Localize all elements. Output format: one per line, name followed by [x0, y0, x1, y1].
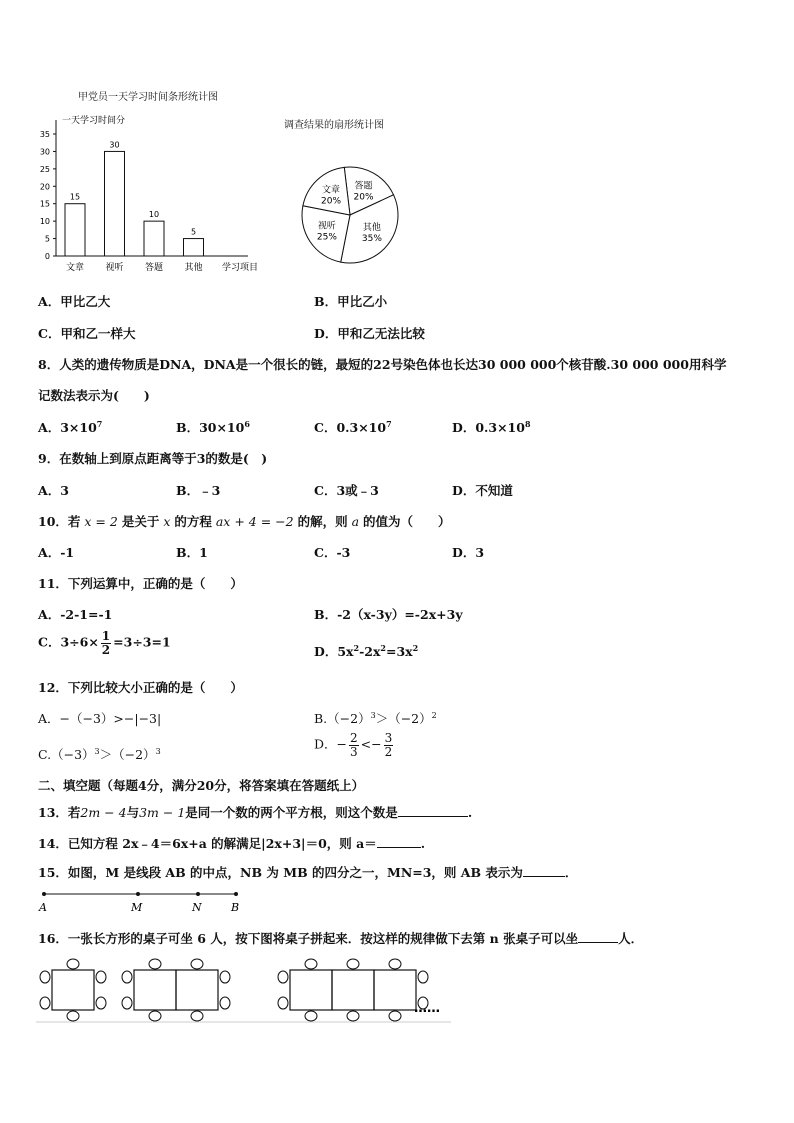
q15-stem: 15．如图，M 是线段 AB 的中点，NB 为 MB 的四分之一，MN=3，则 AB 表示为 ． [38, 865, 578, 880]
seat [96, 971, 106, 983]
q12-option-a: A．−（−3）>−|−3| [38, 711, 162, 726]
q10-stem: 10．若 x = 2 是关于 x 的方程 ax + 4 = −2 的解，则 a 的值为（ ） [38, 514, 451, 529]
q11-option-c: C．3÷6× $\frac{1}{2}$ =3÷3=1 [38, 629, 171, 657]
q15-segment-figure [36, 888, 246, 916]
q9-option-b: B．﹣3 [176, 483, 221, 498]
table-arrangement-3 [278, 959, 428, 1021]
seat [418, 971, 428, 983]
q15-answer-blank[interactable] [523, 864, 565, 877]
bar-chart-y-tick-label: 15 [39, 199, 50, 209]
pie-slice-name: 答题 [354, 181, 373, 192]
pie-slice-name: 视听 [317, 221, 336, 232]
seat [278, 997, 288, 1009]
q14-answer-blank[interactable] [377, 835, 421, 848]
pie-slice-name: 其他 [362, 223, 381, 234]
bar-4 [184, 239, 204, 256]
pie-slice-percent: 20% [321, 196, 342, 207]
seat [40, 997, 50, 1009]
q12-option-b: $B.(-2)^3>(-2)^2$ [314, 710, 437, 726]
bar-1 [65, 204, 85, 256]
table-arrangement-2 [122, 959, 230, 1021]
seat [40, 971, 50, 983]
q11-stem: 11．下列运算中，正确的是（ ） [38, 576, 243, 591]
q9-option-c: C．3或﹣3 [314, 483, 379, 498]
pie-chart-title: 调查结果的扇形统计图 [284, 120, 384, 131]
table [332, 970, 374, 1010]
q11-option-b: B．-2（x-3y）=-2x+3y [314, 607, 463, 622]
label-a: A [39, 901, 47, 914]
pie-slice-name: 文章 [322, 185, 341, 196]
seat [305, 959, 317, 969]
bar-category-label: 视听 [105, 263, 124, 273]
point-m [136, 892, 140, 896]
section-2-heading: 二、填空题（每题4分，满分20分，将答案填在答题纸上） [38, 778, 365, 793]
q7-option-c: C．甲和乙一样大 [38, 326, 136, 341]
q13-stem: 13．若2m − 4与3m − 1是同一个数的两个平方根，则这个数是 . [38, 805, 473, 820]
table [290, 970, 332, 1010]
seat [96, 997, 106, 1009]
point-n [196, 892, 200, 896]
table [52, 970, 94, 1010]
q14-stem: 14．已知方程 2x﹣4＝6x+a 的解满足|2x+3|＝0，则 a＝ . [38, 836, 426, 851]
q9-option-a: A．3 [38, 483, 69, 498]
q9-option-d: D．不知道 [452, 483, 513, 498]
q12-option-c: $C.(-3)^3>(-2)^3$ [38, 746, 161, 762]
bar-chart-ylabel: 一天学习时间分 [62, 116, 126, 126]
seat [149, 1011, 161, 1021]
q7-option-b: B．甲比乙小 [314, 294, 388, 309]
seat [220, 971, 230, 983]
bar-chart-y-tick-label: 25 [39, 164, 50, 174]
table [176, 970, 218, 1010]
seat [67, 1011, 79, 1021]
q16-tables-figure [36, 956, 456, 1026]
bar-chart-y-tick-label: 30 [39, 147, 50, 157]
seat [149, 959, 161, 969]
bar-chart [30, 110, 280, 275]
q10-option-b: B．1 [176, 545, 208, 560]
seat [278, 971, 288, 983]
label-m: M [131, 901, 143, 914]
point-b [234, 892, 238, 896]
pie-slice-percent: 35% [361, 234, 382, 245]
seat [191, 959, 203, 969]
seat [347, 1011, 359, 1021]
q11-option-d: D．$5x^2-2x^2=3x^2$ [314, 642, 419, 659]
seat [389, 1011, 401, 1021]
bar-value-label: 30 [109, 140, 120, 150]
q12-option-d: D．− $\frac{2}{3}$ <− $\frac{3}{2}$ [314, 731, 393, 759]
bar-3 [144, 221, 164, 256]
q11-option-a: A．-2-1=-1 [38, 607, 113, 622]
q12-stem: 12．下列比较大小正确的是（ ） [38, 680, 243, 695]
table [374, 970, 416, 1010]
bar-chart-y-tick-label: 35 [39, 130, 50, 139]
label-n: N [192, 901, 202, 914]
seat [347, 959, 359, 969]
q7-option-d: D．甲和乙无法比较 [314, 326, 425, 341]
seat [305, 1011, 317, 1021]
q8-option-c: C．$0.3\times 10^7$ [314, 418, 392, 435]
bar-value-label: 5 [190, 227, 197, 237]
label-b: B [231, 901, 240, 914]
seat [67, 959, 79, 969]
q9-stem: 9．在数轴上到原点距离等于3的数是( ) [38, 451, 268, 466]
seat [122, 997, 132, 1009]
bar-chart-y-tick-label: 10 [39, 217, 50, 227]
bar-chart-y-tick-label: 20 [39, 182, 50, 192]
table [134, 970, 176, 1010]
seat [122, 971, 132, 983]
bar-chart-xlabel: 学习项目 [222, 263, 259, 273]
q16-stem: 16．一张长方形的桌子可坐 6 人，按下图将桌子拼起来．按这样的规律做下去第 n 张桌子可以坐 人． [38, 931, 644, 946]
seat [220, 997, 230, 1009]
bar-value-label: 10 [148, 210, 160, 220]
table-arrangement-1 [40, 959, 106, 1021]
pie-slice-percent: 20% [353, 192, 374, 203]
q16-answer-blank[interactable] [578, 930, 618, 943]
q13-answer-blank[interactable] [398, 804, 468, 817]
q10-option-a: A．-1 [38, 545, 75, 560]
bar-value-label: 15 [69, 192, 81, 202]
point-a [42, 892, 46, 896]
pie-chart [290, 160, 410, 270]
seat [389, 959, 401, 969]
q10-option-c: C．-3 [314, 545, 351, 560]
bar-chart-y-tick-label: 0 [44, 252, 50, 261]
q7-option-a: A．甲比乙大 [38, 294, 111, 309]
bar-category-label: 文章 [65, 263, 85, 273]
bar-chart-y-tick-label: 5 [44, 234, 50, 244]
q8-option-a: A．$3\times 10^7$ [38, 418, 103, 435]
q8-option-d: D．$0.3\times 10^8$ [452, 418, 531, 435]
bar-category-label: 其他 [184, 263, 203, 273]
bar-2 [105, 151, 125, 256]
q10-option-d: D．3 [452, 545, 485, 560]
continuation-ellipsis: …… [414, 1001, 440, 1016]
bar-chart-title: 甲党员一天学习时间条形统计图 [78, 92, 218, 103]
pie-slice-percent: 25% [316, 232, 337, 243]
q8-stem-line1: 8．人类的遗传物质是DNA，DNA是一个很长的链，最短的22号染色体也长达30 000 000个核苷酸.30 000 000用科学 [38, 357, 727, 372]
q8-stem-line2: 记数法表示为( ) [38, 388, 150, 403]
bar-category-label: 答题 [144, 263, 164, 273]
q8-option-b: B．$30\times 10^6$ [176, 418, 250, 435]
seat [191, 1011, 203, 1021]
